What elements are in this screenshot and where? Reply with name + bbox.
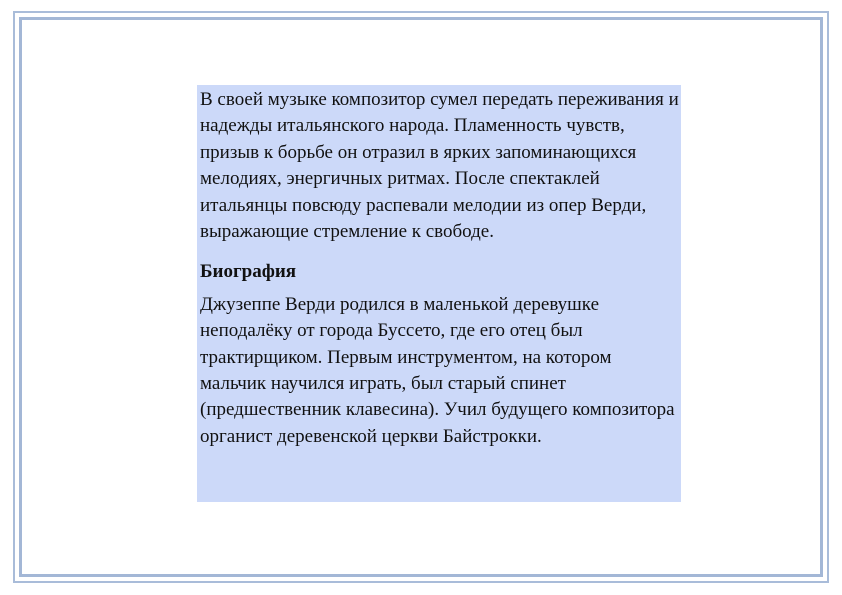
section-heading: Биография — [200, 261, 297, 283]
text-box — [197, 85, 681, 502]
paragraph-intro: В своей музыке композитор сумел передать переживания и надежды итальянского народа. Пламенность чувств, призыв к борьбе он отразил в ярких запоминающихся мелодиях, энергичных ритмах. После спектаклей итальянцы повсюду распевали мелодии из опер Верди, выражающие стремление к свободе. — [200, 89, 679, 243]
paragraph-biography: Джузеппе Верди родился в маленькой деревушке неподалёку от города Буссето, где его отец был трактирщиком. Первым инструментом, на котором мальчик научился играть, был старый спинет (предшественник клавесина). Учил будущего композитора органист деревенской церкви Байстрокки. — [200, 293, 675, 447]
